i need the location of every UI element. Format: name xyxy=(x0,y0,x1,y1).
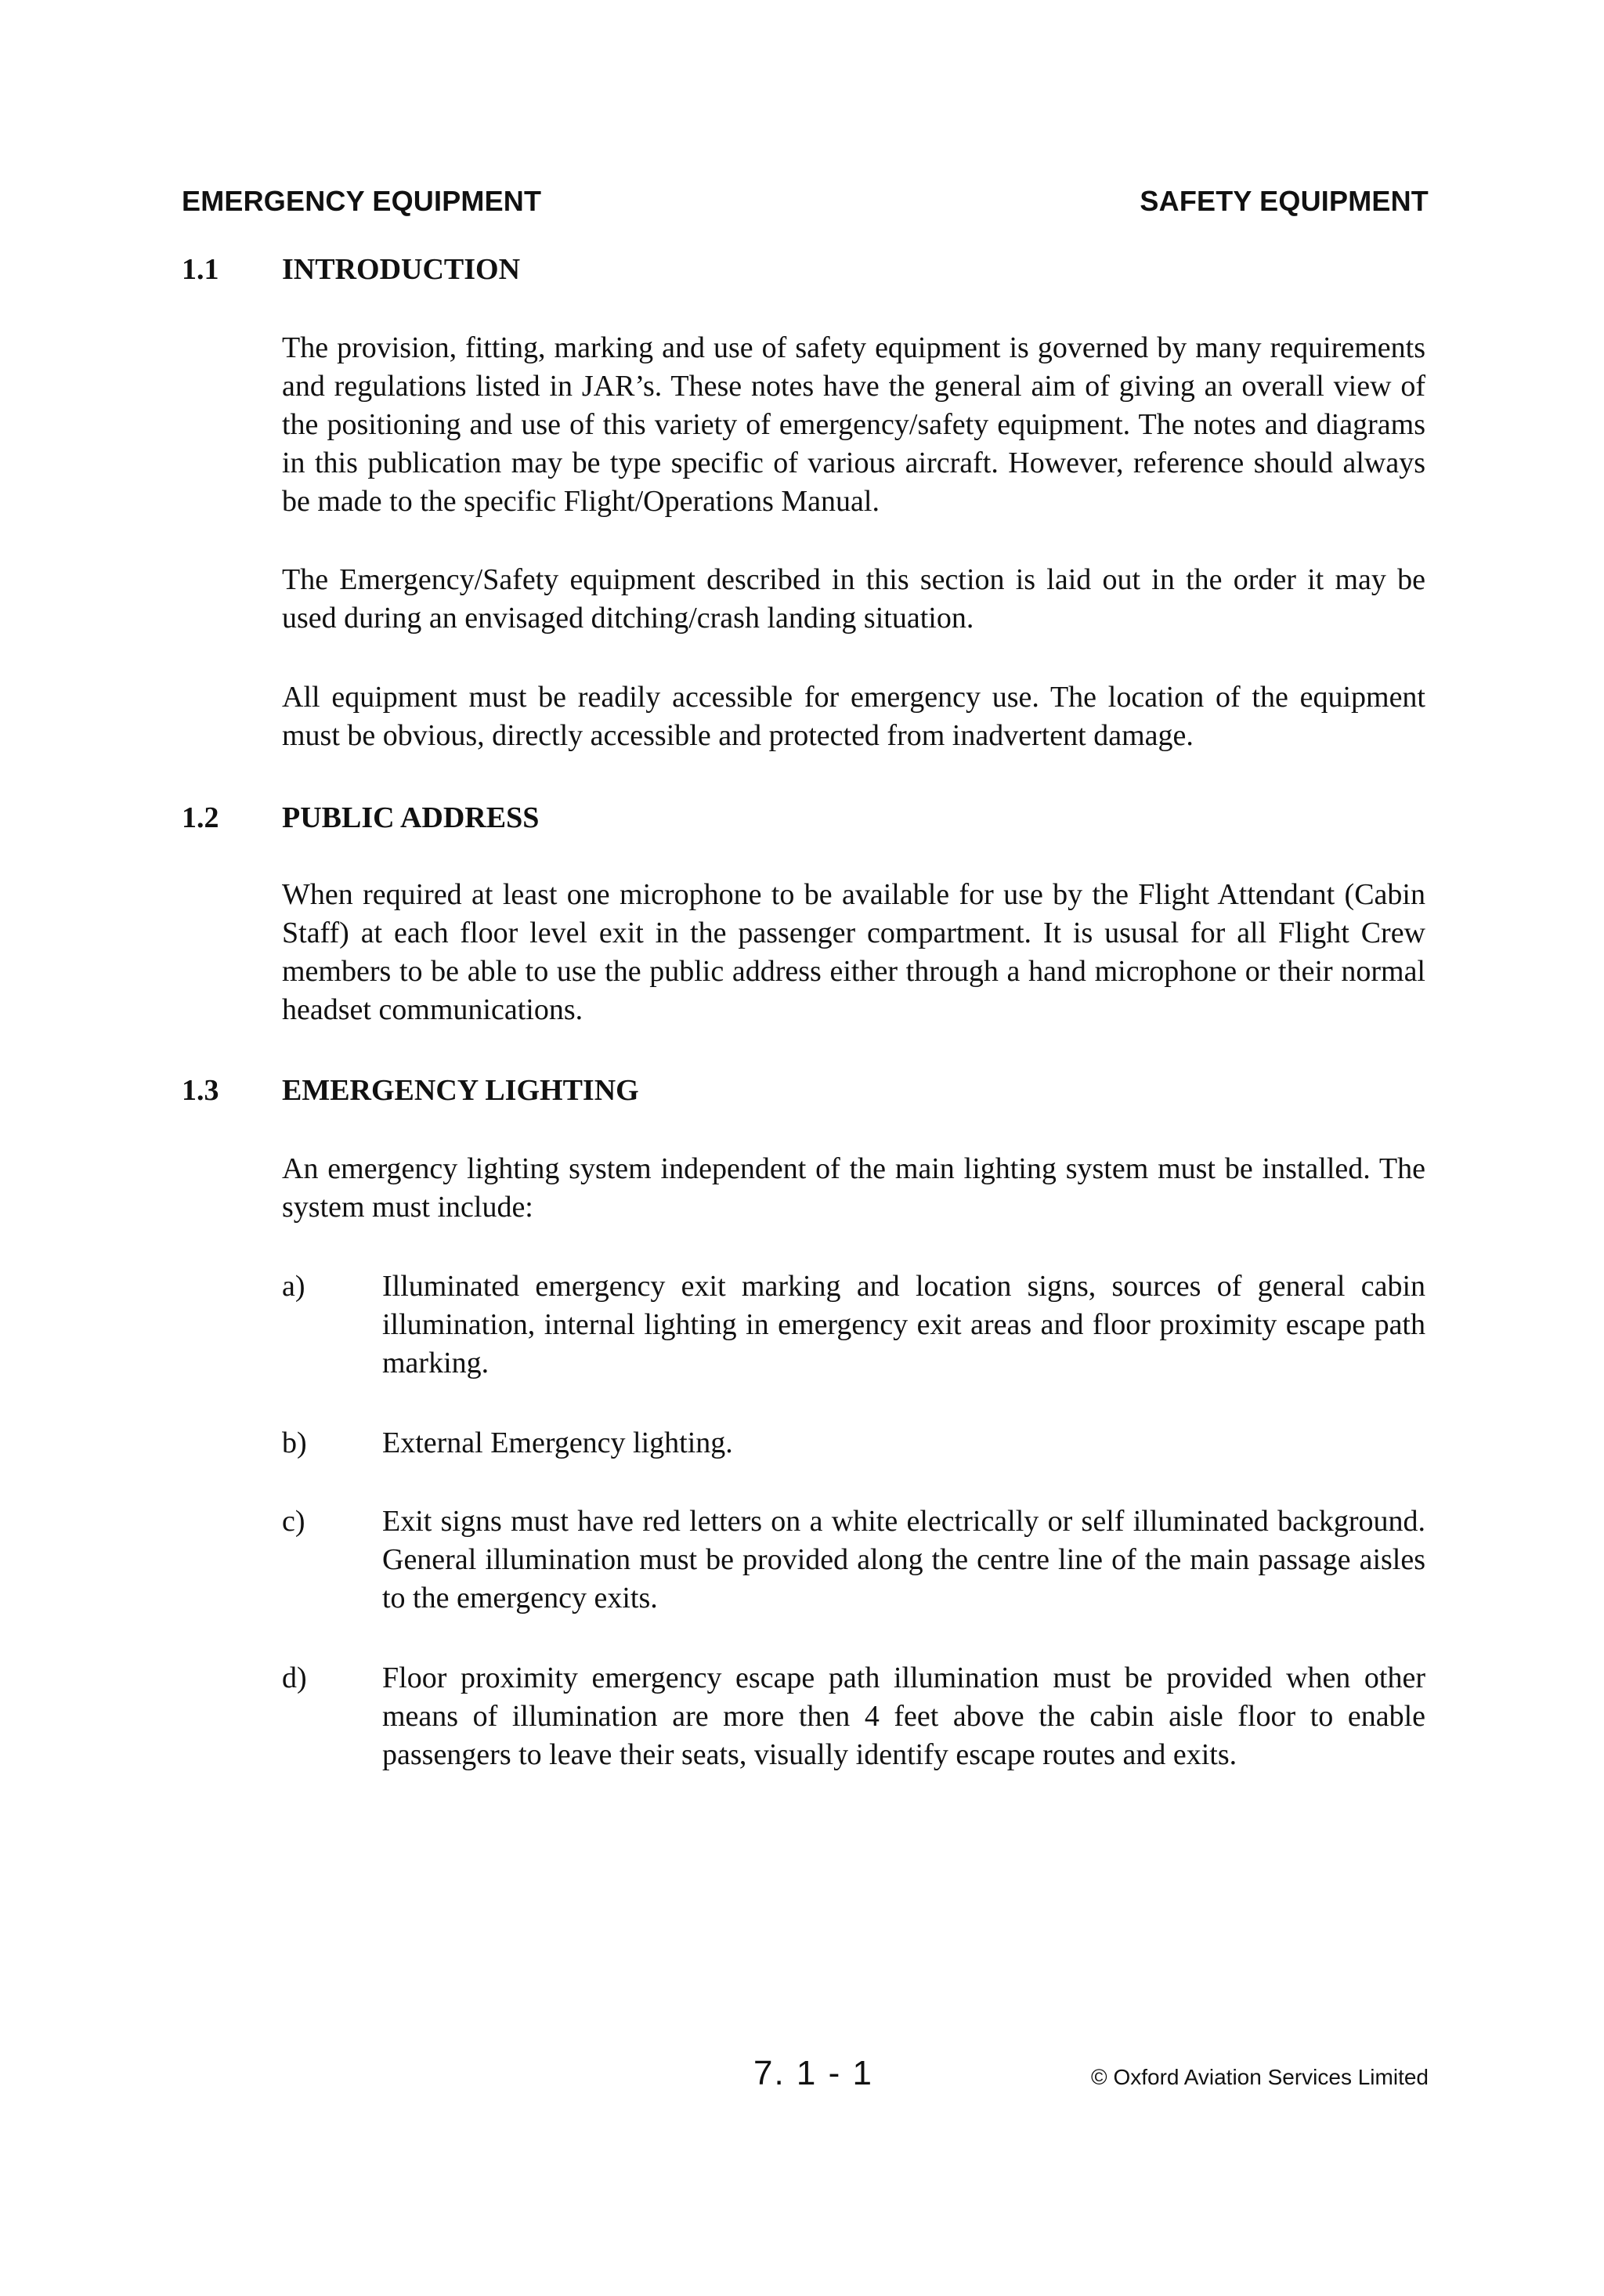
list-item-text: Illuminated emergency exit marking and location signs, sources of general cabin illumination, internal lighting in emergency exit areas and floor proximity escape path marking. xyxy=(382,1270,1425,1379)
paragraph: All equipment must be readily accessible for emergency use. The location of the equipment must be obvious, directly accessible and protected from inadvertent damage. xyxy=(282,681,1425,752)
list-item-label: c) xyxy=(282,1505,305,1538)
list-item-label: d) xyxy=(282,1661,307,1694)
section-title: EMERGENCY LIGHTING xyxy=(282,1074,639,1107)
paragraph: The Emergency/Safety equipment described in this section is laid out in the order it may be used during an envisaged ditching/crash landing situation. xyxy=(282,563,1425,635)
section-number: 1.2 xyxy=(182,801,219,834)
paragraph: When required at least one microphone to be available for use by the Flight Attendant (Cabin Staff) at each floor level exit in the passenger compartment. It is ususal for all Flight Crew members to be able to use the public address either through a hand microphone or their normal headset communications. xyxy=(282,878,1425,1026)
paragraph: The provision, fitting, marking and use of safety equipment is governed by many requirements and regulations listed in JAR’s. These notes have the general aim of giving an overall view of the positioning and use of this variety of emergency/safety equipment. The notes and diagrams in this publication may be type specific of various aircraft. However, reference should always be made to the specific Flight/Operations Manual. xyxy=(282,331,1425,518)
list-item-label: b) xyxy=(282,1426,307,1459)
list-item-text: Exit signs must have red letters on a white electrically or self illuminated background. General illumination must be provided along the centre line of the main passage aisles to the emergency exits. xyxy=(382,1505,1425,1614)
list-item-text: Floor proximity emergency escape path illumination must be provided when other means of illumination are more then 4 feet above the cabin aisle floor to enable passengers to leave their seats, visually identify escape routes and exits. xyxy=(382,1661,1425,1771)
header-right: SAFETY EQUIPMENT xyxy=(1140,185,1429,217)
page-number: 7. 1 - 1 xyxy=(753,2054,873,2092)
list-item-label: a) xyxy=(282,1270,305,1303)
copyright-notice: © Oxford Aviation Services Limited xyxy=(1091,2065,1429,2089)
section-number: 1.1 xyxy=(182,253,219,286)
list-item-text: External Emergency lighting. xyxy=(382,1426,733,1459)
header-left: EMERGENCY EQUIPMENT xyxy=(182,185,542,217)
section-number: 1.3 xyxy=(182,1074,219,1107)
section-title: INTRODUCTION xyxy=(282,253,521,286)
paragraph: An emergency lighting system independent of the main lighting system must be installed. The system must include: xyxy=(282,1152,1425,1224)
section-title: PUBLIC ADDRESS xyxy=(282,801,540,834)
